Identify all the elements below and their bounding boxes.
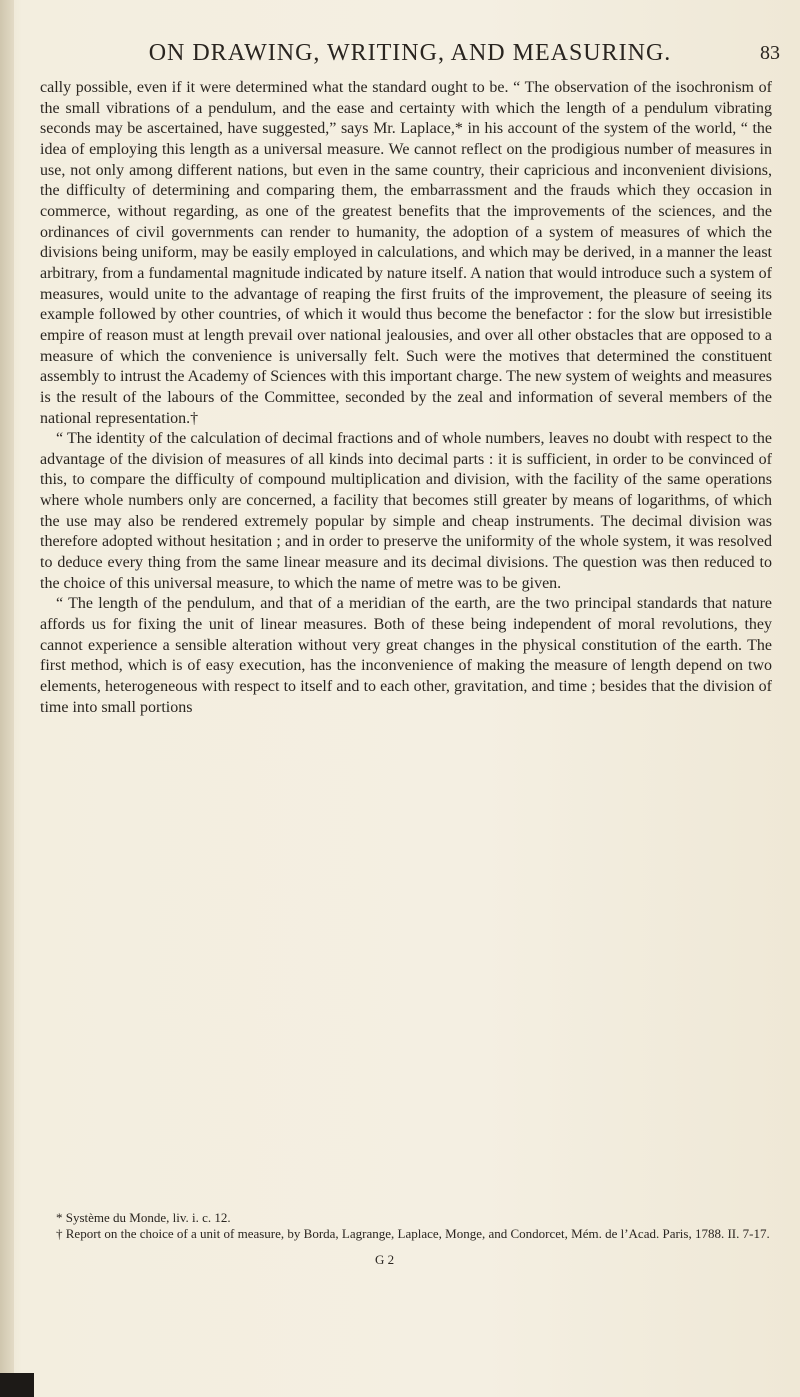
page-header [40,40,780,74]
body-text [40,78,772,718]
paragraph: “ The length of the pendulum, and that of a meridian of the earth, are the two principal standards that nature affords us for fixing the unit of linear measures. Both of these being independent of moral revolutions, they cannot experience a sensible alteration without very great changes in the physical constitution of the earth. The first method, which is of easy execution, has the inconvenience of making the measure of length depend on two elements, heterogeneous with respect to itself and to each other, gravitation, and time ; besides that the division of time into small portions [40,595,772,716]
paragraph: cally possible, even if it were determined what the standard ought to be. “ The observation of the isochronism of the small vibrations of a pendulum, and the ease and certainty with which the length of a pendulum vibrating seconds may be ascertained, have suggested,” says Mr. Laplace,* in his account of the system of the world, “ the idea of employing this length as a universal measure. We cannot reflect on the prodigious number of measures in use, not only among different nations, but even in the same country, their capricious and inconvenient divisions, the difficulty of determining and comparing them, the embarrassment and the frauds which they occasion in commerce, without regarding, as one of the greatest benefits that the improvements of the sciences, and the ordinances of civil governments can render to humanity, the adoption of a system of measures of which the divisions being uniform, may be easily employed in calculations, and which may be derived, in a manner the least arbitrary, from a fundamental magnitude indicated by nature itself. A nation that would introduce such a system of measures, would unite to the advantage of reaping the first fruits of the improvement, the pleasure of seeing its example followed by other countries, of which it would thus become the benefactor : for the slow but irresistible empire of reason must at length prevail over national jealousies, and over all other obstacles that are opposed to a measure of which the convenience is universally felt. Such were the motives that determined the constituent assembly to intrust the Academy of Sciences with this important charge. The new system of weights and measures is the result of the labours of the Committee, seconded by the zeal and information of several members of the national representation.† [40,79,772,427]
page-number: 83 [760,42,780,64]
signature-mark: G 2 [375,1252,395,1267]
footnotes [40,1210,772,1242]
page-gutter-shadow [0,0,14,1397]
running-title: ON DRAWING, WRITING, AND MEASURING. [148,40,672,66]
binding-edge-mark [0,1373,34,1397]
footnote: * Système du Monde, liv. i. c. 12. [56,1210,231,1225]
paragraph: “ The identity of the calculation of decimal fractions and of whole numbers, leaves no doubt with respect to the advantage of the division of measures of all kinds into decimal parts : it is sufficient, in order to be convinced of this, to compare the difficulty of compound multiplication and division, with the facility of the same operations where whole numbers only are concerned, a facility that becomes still greater by means of logarithms, of which the use may also be rendered extremely popular by simple and cheap instruments. The decimal division was therefore adopted without hesitation ; and in order to preserve the uniformity of the whole system, it was resolved to deduce every thing from the same linear measure and its decimal divisions. The question was then reduced to the choice of this universal measure, to which the name of metre was to be given. [40,430,772,592]
footnote: † Report on the choice of a unit of measure, by Borda, Lagrange, Laplace, Monge, and Condorcet, Mém. de l’Acad. Paris, 1788. II. 7-17. [56,1226,770,1241]
